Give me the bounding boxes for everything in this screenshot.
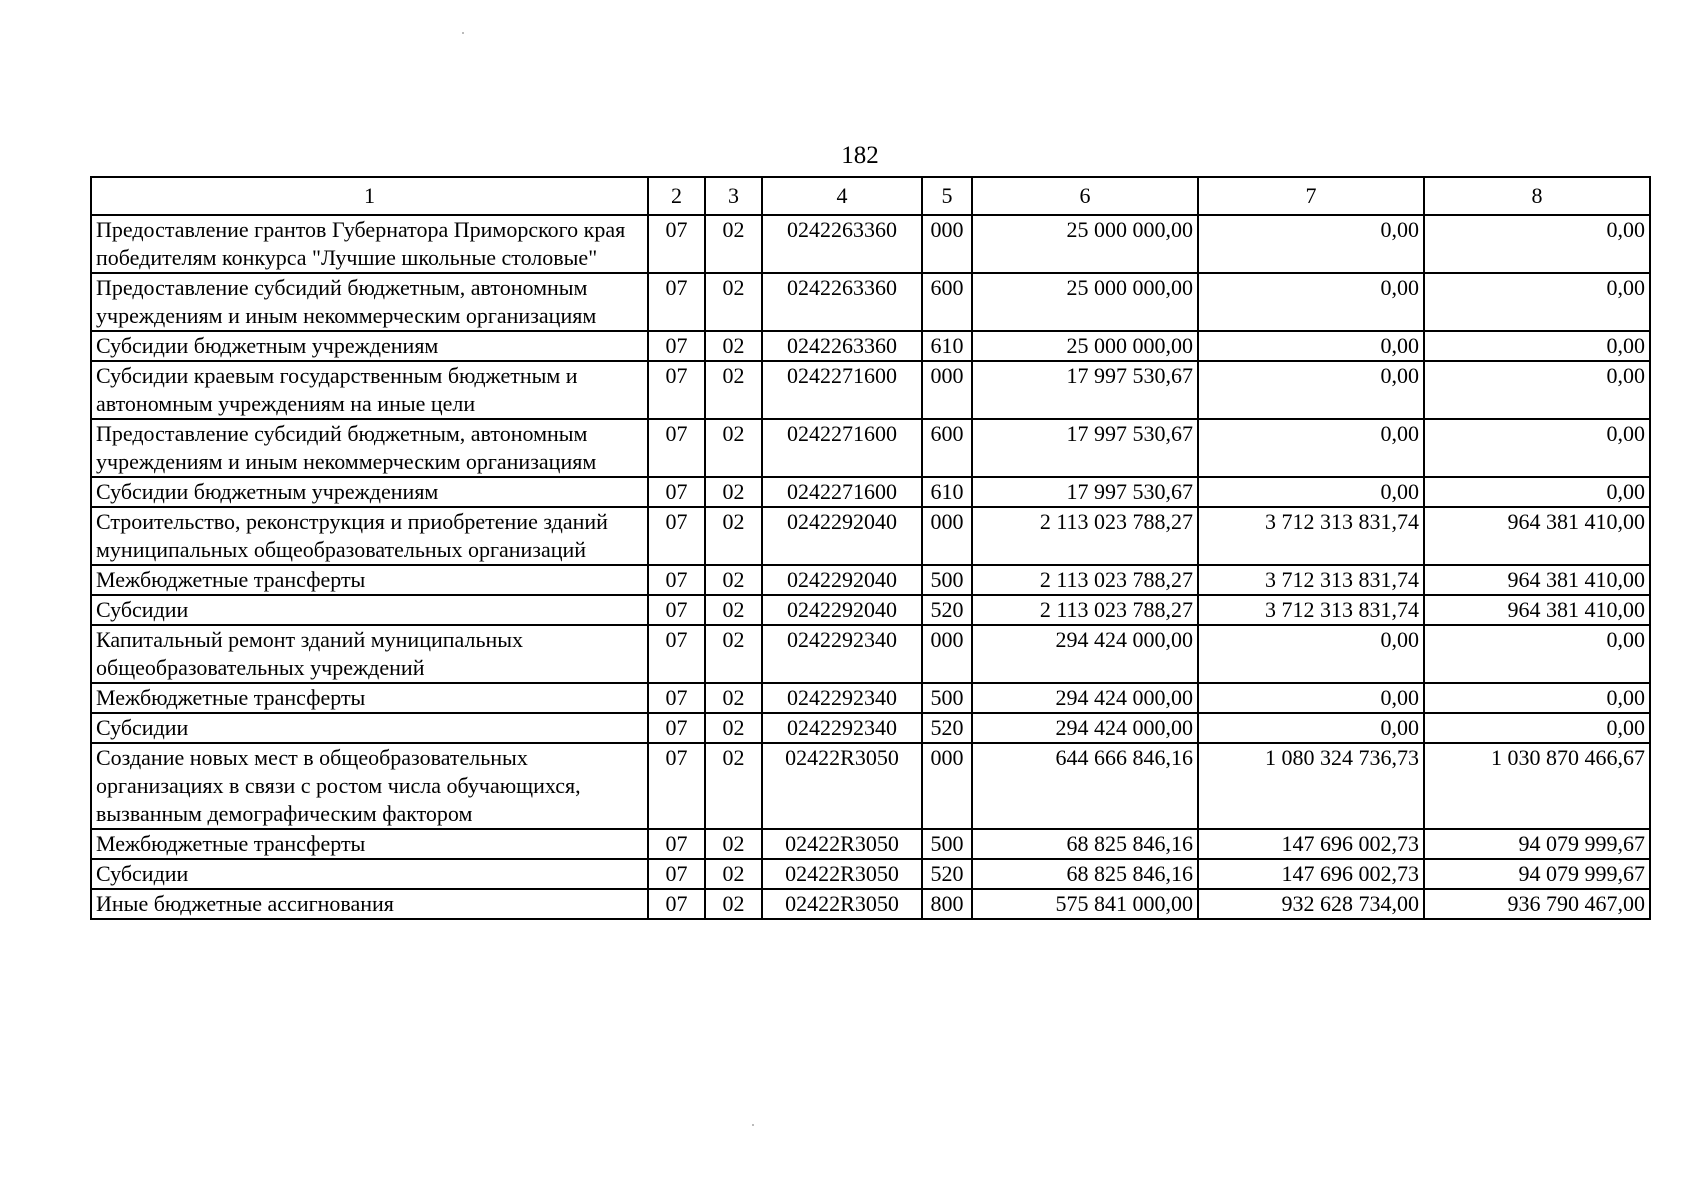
target-article-code: 02422R3050 [762, 743, 922, 829]
subsection-code: 02 [705, 829, 762, 859]
target-article-code: 0242263360 [762, 215, 922, 273]
expense-type-code: 500 [922, 565, 972, 595]
amount-col-8: 94 079 999,67 [1424, 859, 1650, 889]
section-code: 07 [648, 859, 705, 889]
target-article-code: 0242292340 [762, 625, 922, 683]
row-name: Межбюджетные трансферты [91, 565, 648, 595]
table-body [91, 215, 1650, 919]
amount-col-7: 0,00 [1198, 625, 1424, 683]
target-article-code: 0242292340 [762, 683, 922, 713]
amount-col-8: 0,00 [1424, 273, 1650, 331]
amount-col-7: 0,00 [1198, 683, 1424, 713]
amount-col-7: 932 628 734,00 [1198, 889, 1424, 919]
amount-col-8: 0,00 [1424, 361, 1650, 419]
amount-col-8: 1 030 870 466,67 [1424, 743, 1650, 829]
expense-type-code: 610 [922, 477, 972, 507]
amount-col-6: 68 825 846,16 [972, 859, 1198, 889]
table-row [91, 859, 1650, 889]
expense-type-code: 500 [922, 683, 972, 713]
amount-col-8: 0,00 [1424, 713, 1650, 743]
expense-type-code: 520 [922, 859, 972, 889]
section-code: 07 [648, 595, 705, 625]
table-row [91, 889, 1650, 919]
target-article-code: 0242263360 [762, 331, 922, 361]
subsection-code: 02 [705, 477, 762, 507]
row-name: Предоставление грантов Губернатора Приморского края победителям конкурса "Лучшие школьные столовые" [91, 215, 648, 273]
amount-col-6: 2 113 023 788,27 [972, 507, 1198, 565]
section-code: 07 [648, 215, 705, 273]
row-name: Субсидии бюджетным учреждениям [91, 477, 648, 507]
row-name: Субсидии [91, 595, 648, 625]
target-article-code: 0242292040 [762, 565, 922, 595]
amount-col-8: 964 381 410,00 [1424, 507, 1650, 565]
amount-col-6: 2 113 023 788,27 [972, 595, 1198, 625]
row-name: Субсидии [91, 713, 648, 743]
page-number: 182 [841, 142, 879, 169]
target-article-code: 0242271600 [762, 419, 922, 477]
table-row [91, 331, 1650, 361]
row-name: Капитальный ремонт зданий муниципальных общеобразовательных учреждений [91, 625, 648, 683]
amount-col-6: 17 997 530,67 [972, 361, 1198, 419]
amount-col-7: 3 712 313 831,74 [1198, 565, 1424, 595]
expense-type-code: 500 [922, 829, 972, 859]
row-name: Предоставление субсидий бюджетным, автономным учреждениям и иным некоммерческим организациям [91, 273, 648, 331]
amount-col-7: 3 712 313 831,74 [1198, 595, 1424, 625]
expense-type-code: 000 [922, 625, 972, 683]
amount-col-8: 0,00 [1424, 683, 1650, 713]
amount-col-6: 294 424 000,00 [972, 683, 1198, 713]
header-row [91, 177, 1650, 215]
amount-col-6: 644 666 846,16 [972, 743, 1198, 829]
section-code: 07 [648, 889, 705, 919]
subsection-code: 02 [705, 565, 762, 595]
target-article-code: 0242271600 [762, 477, 922, 507]
col-header-2: 2 [648, 177, 705, 215]
amount-col-7: 1 080 324 736,73 [1198, 743, 1424, 829]
subsection-code: 02 [705, 215, 762, 273]
expense-type-code: 000 [922, 215, 972, 273]
amount-col-8: 0,00 [1424, 625, 1650, 683]
amount-col-8: 94 079 999,67 [1424, 829, 1650, 859]
section-code: 07 [648, 419, 705, 477]
amount-col-8: 0,00 [1424, 477, 1650, 507]
expense-type-code: 000 [922, 507, 972, 565]
col-header-4: 4 [762, 177, 922, 215]
amount-col-7: 0,00 [1198, 419, 1424, 477]
expense-type-code: 520 [922, 713, 972, 743]
expense-type-code: 000 [922, 743, 972, 829]
target-article-code: 0242292340 [762, 713, 922, 743]
subsection-code: 02 [705, 273, 762, 331]
amount-col-6: 25 000 000,00 [972, 273, 1198, 331]
table-row [91, 273, 1650, 331]
row-name: Субсидии бюджетным учреждениям [91, 331, 648, 361]
row-name: Строительство, реконструкция и приобретение зданий муниципальных общеобразовательных организаций [91, 507, 648, 565]
subsection-code: 02 [705, 713, 762, 743]
expense-type-code: 000 [922, 361, 972, 419]
section-code: 07 [648, 361, 705, 419]
amount-col-6: 68 825 846,16 [972, 829, 1198, 859]
amount-col-7: 3 712 313 831,74 [1198, 507, 1424, 565]
table-row [91, 565, 1650, 595]
section-code: 07 [648, 683, 705, 713]
row-name: Межбюджетные трансферты [91, 829, 648, 859]
amount-col-7: 0,00 [1198, 331, 1424, 361]
scan-speck [752, 1124, 754, 1126]
section-code: 07 [648, 565, 705, 595]
subsection-code: 02 [705, 625, 762, 683]
table-row [91, 625, 1650, 683]
col-header-8: 8 [1424, 177, 1650, 215]
section-code: 07 [648, 507, 705, 565]
expense-type-code: 600 [922, 273, 972, 331]
expense-type-code: 520 [922, 595, 972, 625]
amount-col-7: 0,00 [1198, 273, 1424, 331]
amount-col-7: 0,00 [1198, 713, 1424, 743]
table-row [91, 419, 1650, 477]
amount-col-7: 0,00 [1198, 215, 1424, 273]
subsection-code: 02 [705, 859, 762, 889]
table-row [91, 477, 1650, 507]
subsection-code: 02 [705, 507, 762, 565]
table-row [91, 829, 1650, 859]
amount-col-8: 936 790 467,00 [1424, 889, 1650, 919]
target-article-code: 0242292040 [762, 595, 922, 625]
subsection-code: 02 [705, 331, 762, 361]
subsection-code: 02 [705, 683, 762, 713]
section-code: 07 [648, 713, 705, 743]
table-row [91, 743, 1650, 829]
amount-col-6: 575 841 000,00 [972, 889, 1198, 919]
amount-col-7: 147 696 002,73 [1198, 829, 1424, 859]
amount-col-7: 0,00 [1198, 361, 1424, 419]
amount-col-6: 25 000 000,00 [972, 331, 1198, 361]
section-code: 07 [648, 273, 705, 331]
section-code: 07 [648, 477, 705, 507]
target-article-code: 02422R3050 [762, 859, 922, 889]
scan-speck [462, 32, 464, 34]
table-row [91, 361, 1650, 419]
subsection-code: 02 [705, 889, 762, 919]
subsection-code: 02 [705, 419, 762, 477]
amount-col-6: 25 000 000,00 [972, 215, 1198, 273]
row-name: Межбюджетные трансферты [91, 683, 648, 713]
row-name: Предоставление субсидий бюджетным, автономным учреждениям и иным некоммерческим организациям [91, 419, 648, 477]
section-code: 07 [648, 829, 705, 859]
table-row [91, 507, 1650, 565]
amount-col-8: 964 381 410,00 [1424, 565, 1650, 595]
table-row [91, 215, 1650, 273]
row-name: Создание новых мест в общеобразовательных организациях в связи с ростом числа обучающихся, вызванным демографическим фактором [91, 743, 648, 829]
amount-col-7: 147 696 002,73 [1198, 859, 1424, 889]
section-code: 07 [648, 743, 705, 829]
expense-type-code: 800 [922, 889, 972, 919]
section-code: 07 [648, 625, 705, 683]
amount-col-8: 0,00 [1424, 331, 1650, 361]
target-article-code: 0242263360 [762, 273, 922, 331]
col-header-6: 6 [972, 177, 1198, 215]
amount-col-8: 0,00 [1424, 419, 1650, 477]
table-row [91, 595, 1650, 625]
amount-col-6: 294 424 000,00 [972, 713, 1198, 743]
target-article-code: 02422R3050 [762, 889, 922, 919]
col-header-7: 7 [1198, 177, 1424, 215]
row-name: Субсидии [91, 859, 648, 889]
row-name: Субсидии краевым государственным бюджетным и автономным учреждениям на иные цели [91, 361, 648, 419]
amount-col-7: 0,00 [1198, 477, 1424, 507]
amount-col-6: 17 997 530,67 [972, 477, 1198, 507]
amount-col-8: 0,00 [1424, 215, 1650, 273]
amount-col-6: 17 997 530,67 [972, 419, 1198, 477]
target-article-code: 0242271600 [762, 361, 922, 419]
subsection-code: 02 [705, 743, 762, 829]
expense-type-code: 600 [922, 419, 972, 477]
amount-col-8: 964 381 410,00 [1424, 595, 1650, 625]
col-header-1: 1 [91, 177, 648, 215]
row-name: Иные бюджетные ассигнования [91, 889, 648, 919]
subsection-code: 02 [705, 361, 762, 419]
table-row [91, 683, 1650, 713]
amount-col-6: 294 424 000,00 [972, 625, 1198, 683]
section-code: 07 [648, 331, 705, 361]
subsection-code: 02 [705, 595, 762, 625]
expense-type-code: 610 [922, 331, 972, 361]
amount-col-6: 2 113 023 788,27 [972, 565, 1198, 595]
target-article-code: 0242292040 [762, 507, 922, 565]
budget-table [90, 176, 1651, 920]
col-header-5: 5 [922, 177, 972, 215]
col-header-3: 3 [705, 177, 762, 215]
target-article-code: 02422R3050 [762, 829, 922, 859]
table-row [91, 713, 1650, 743]
